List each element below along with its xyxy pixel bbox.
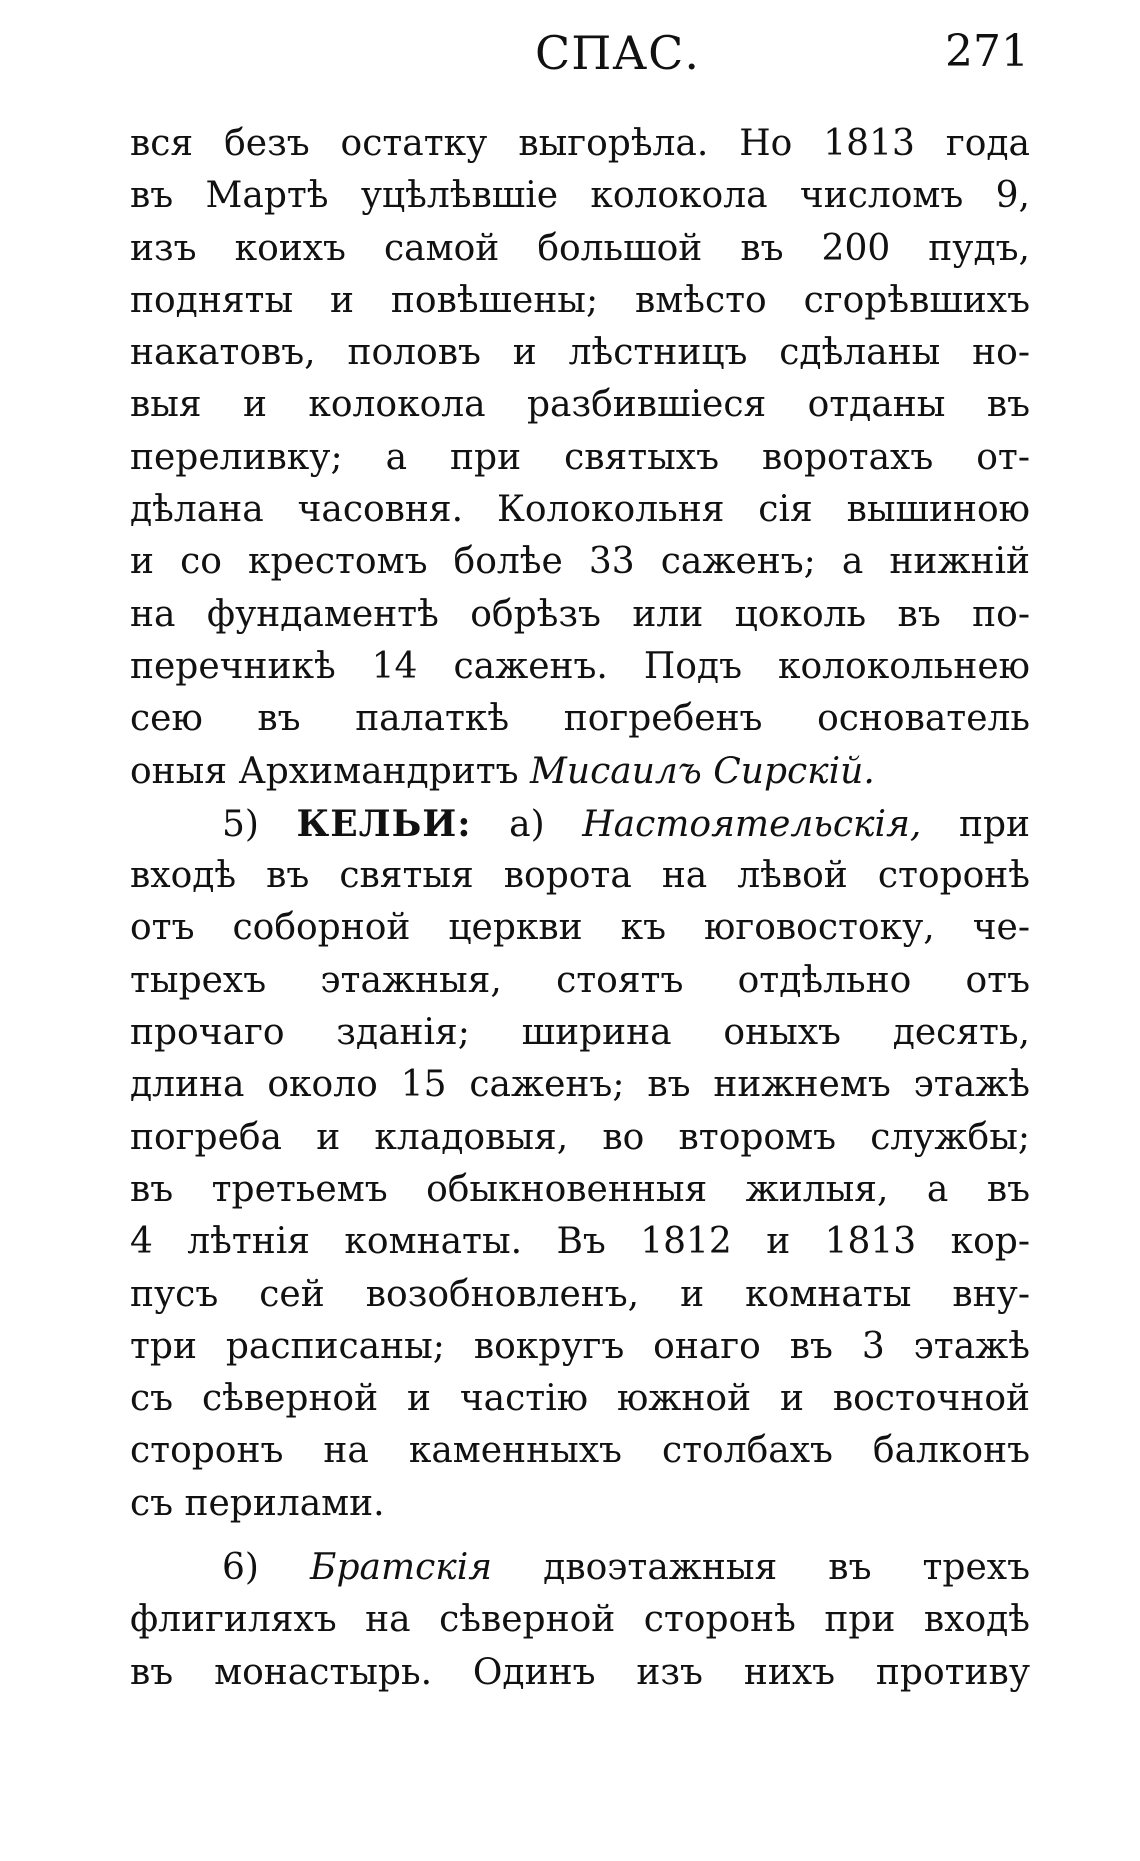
text-line: флигиляхъ на сѣверной сторонѣ при входѣ [130, 1599, 1030, 1641]
text-line: накатовъ, половъ и лѣстницъ сдѣланы но- [130, 332, 1030, 374]
founder-name: Мисаилъ Сирскій. [530, 750, 875, 792]
section-6-rest: двоэтажныя въ трехъ [492, 1547, 1030, 1589]
section-6-number: 6) [222, 1547, 310, 1589]
text-line: длина около 15 саженъ; въ нижнемъ этажѣ [130, 1064, 1030, 1106]
text-line: переливку; а при святыхъ воротахъ от- [130, 436, 1030, 478]
text-line: вся безъ остатку выгорѣла. Но 1813 года [130, 123, 1030, 164]
text-line: сею въ палаткѣ погребенъ основатель [130, 698, 1030, 740]
section-6-heading-line [130, 1542, 1030, 1594]
section-5-heading: КЕЛЬИ: [296, 802, 472, 845]
text-line: на фундаментѣ обрѣзъ или цоколь въ по- [130, 593, 1030, 635]
text-line: погреба и кладовыя, во второмъ службы; [130, 1116, 1030, 1158]
section-6-title: Братскія [310, 1547, 493, 1589]
section-5-sub-a-marker: а) [471, 803, 583, 845]
text-line: и со крестомъ болѣе 33 саженъ; а нижній [130, 541, 1030, 583]
founder-line-prefix: оныя Архимандритъ [130, 750, 531, 792]
text-line: тырехъ этажныя, стоятъ отдѣльно отъ [130, 959, 1030, 1001]
section-5-sub-a-rest: при [921, 803, 1030, 845]
section-5-last-line: съ перилами. [130, 1482, 385, 1524]
page-header [0, 22, 1140, 92]
text-line: перечникѣ 14 саженъ. Подъ колокольнею [130, 645, 1030, 687]
text-line: въ третьемъ обыкновенныя жилыя, а въ [130, 1168, 1030, 1210]
page-number: 271 [945, 26, 1029, 77]
text-line: три расписаны; вокругъ онаго въ 3 этажѣ [130, 1325, 1030, 1367]
text-line: изъ коихъ самой большой въ 200 пудъ, [130, 227, 1030, 269]
text-line: выя и колокола разбившіеся отданы въ [130, 384, 1030, 426]
text-line: съ сѣверной и частію южной и восточной [130, 1378, 1030, 1420]
section-5-number: 5) [222, 803, 297, 845]
text-line: дѣлана часовня. Колокольня сія вышиною [130, 489, 1030, 531]
running-title: СПАС. [535, 26, 700, 80]
text-line: въ Мартѣ уцѣлѣвшіе колокола числомъ 9, [130, 175, 1030, 217]
text-line: подняты и повѣшены; вмѣсто сгорѣвшихъ [130, 279, 1030, 321]
text-line: въ монастырь. Одинъ изъ нихъ противу [130, 1651, 1030, 1693]
body-text [130, 118, 1030, 1699]
text-line [130, 746, 1030, 798]
text-line: пусъ сей возобновленъ, и комнаты вну- [130, 1273, 1030, 1315]
text-line: отъ соборной церкви къ юговостоку, че- [130, 907, 1030, 949]
section-5-sub-a-title: Настоятельскія, [582, 803, 922, 845]
text-line: прочаго зданія; ширина оныхъ десять, [130, 1012, 1030, 1054]
text-line: входѣ въ святыя ворота на лѣвой сторонѣ [130, 855, 1030, 897]
text-line: сторонъ на каменныхъ столбахъ балконъ [130, 1430, 1030, 1472]
section-5-heading-line [130, 798, 1030, 850]
text-line: 4 лѣтнія комнаты. Въ 1812 и 1813 кор- [130, 1221, 1030, 1263]
